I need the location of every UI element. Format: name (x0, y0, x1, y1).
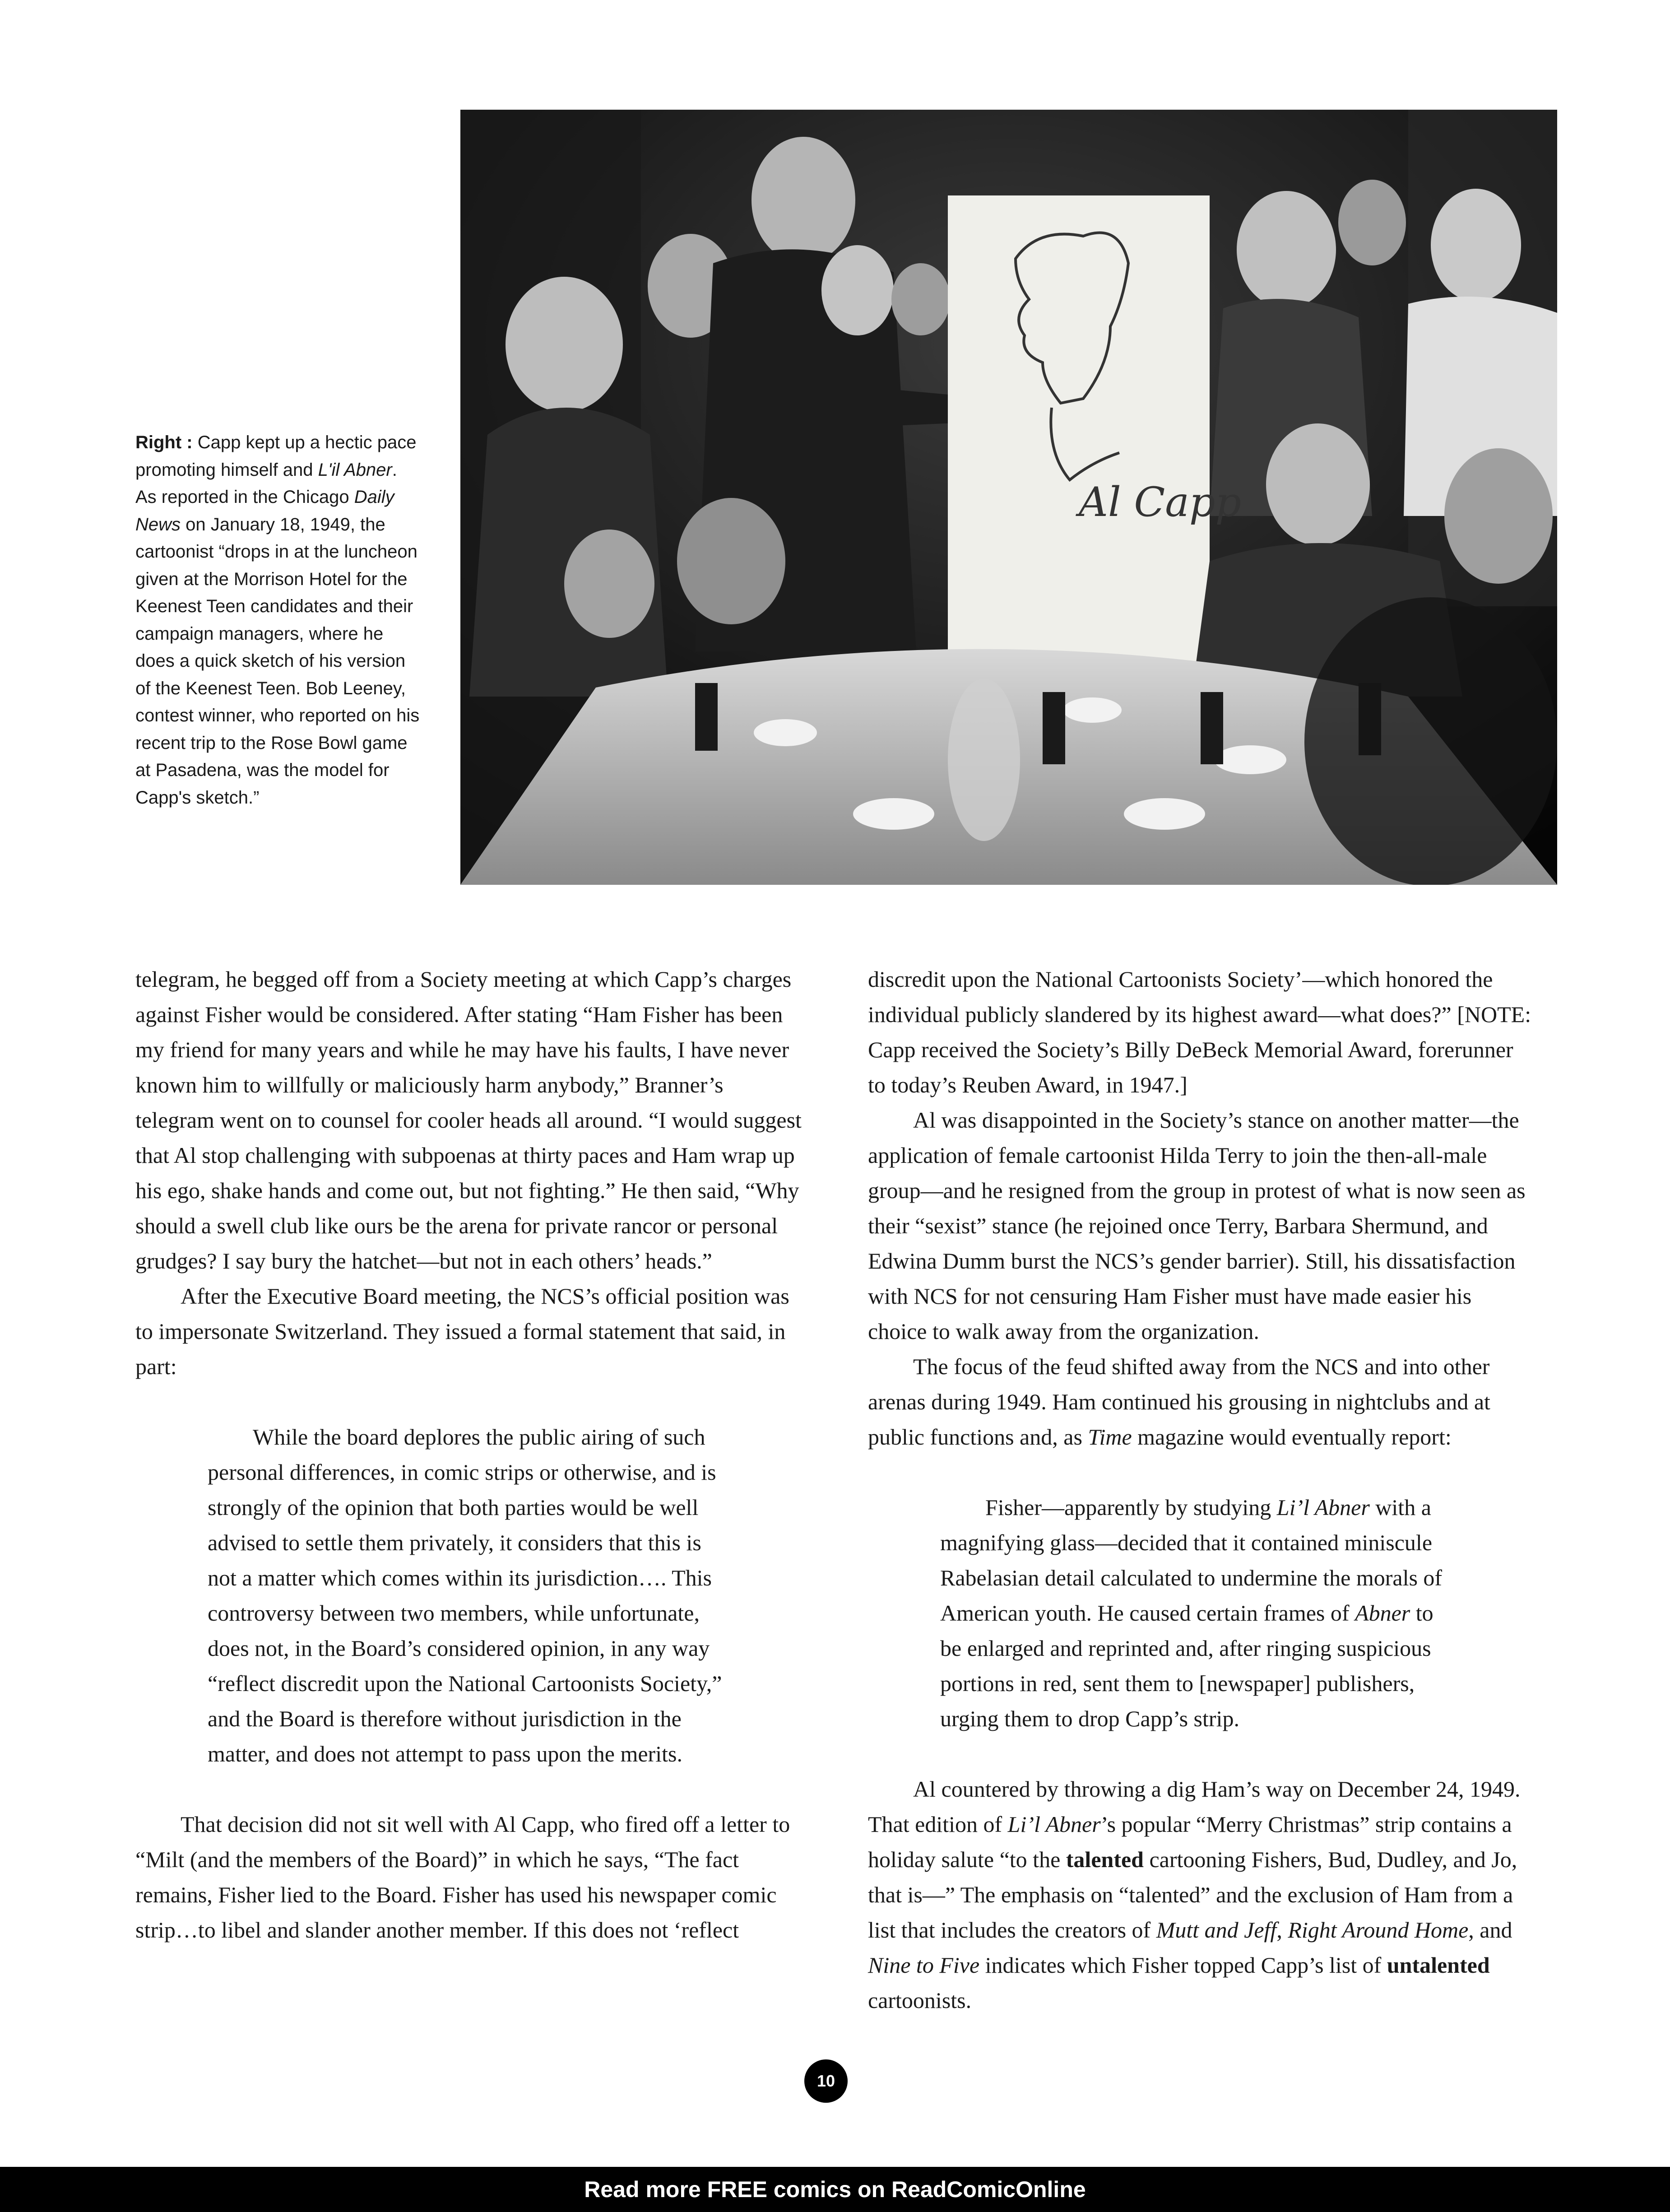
text: indicates which Fisher topped Capp’s list of (979, 1952, 1387, 1978)
italic-title: Abner (1355, 1600, 1410, 1626)
text: , (1276, 1917, 1288, 1942)
paragraph (868, 1349, 1536, 1455)
italic-title: Li’l Abner (1007, 1812, 1101, 1837)
page-number: 10 (804, 2059, 848, 2103)
italic-title: Li’l Abner (1276, 1495, 1370, 1520)
text: magazine would eventually report: (1132, 1424, 1452, 1450)
text: Fisher—apparently by studying (985, 1495, 1277, 1520)
photo-illustration (460, 110, 1557, 885)
caption-text: on January 18, 1949, the cartoonist “drops in at the luncheon given at the Morrison Hotel for the Keenest Teen candidates and their campaign managers, where he does a quick sketch of his version of the Keenest Teen. Bob Leeney, contest winner, who reported on his recent trip to the Rose Bowl game at Pasadena, was the model for Capp's sketch.” (135, 514, 420, 808)
bold-emphasis: untalented (1387, 1952, 1490, 1978)
spacer (135, 1771, 803, 1807)
right-column (868, 962, 1536, 2018)
photo-caption (135, 429, 420, 811)
text: with a magnifying glass—decided that it contained miniscule Rabelasian detail calculated to undermine the morals of American youth. He caused certain frames of (940, 1495, 1443, 1626)
paragraph (868, 1771, 1536, 2018)
luncheon-photo (460, 110, 1557, 885)
block-quote-text (940, 1490, 1455, 1736)
italic-title: Nine to Five (868, 1952, 980, 1978)
paragraph: discredit upon the National Cartoonists Society’—which honored the individual publicly slandered by its highest award—what does?” [NOTE: Capp received the Society’s Billy DeBeck Memorial Award, forerunner to today’s Reuben Award, in 1947.] (868, 967, 1531, 1097)
paragraph: telegram, he begged off from a Society meeting at which Capp’s charges against Fisher would be considered. After stating “Ham Fisher has been my friend for many years and while he may have his faults, I have never known him to willfully or maliciously harm anybody,” Branner’s telegram went on to counsel for cooler heads all around. “I would suggest that Al stop challenging with subpoenas at thirty paces and Ham wrap up his ego, shake hands and come out, but not fighting.” He then said, “Why should a swell club like ours be the arena for private rancor or personal grudges? I say bury the hatchet—but not in each others’ heads.” (135, 967, 802, 1273)
text: , and (1468, 1917, 1512, 1942)
italic-title: Mutt and Jeff (1156, 1917, 1277, 1942)
block-quote (135, 1419, 722, 1771)
caption-italic-title: L'il Abner (318, 460, 392, 480)
caption-text: . As reported in the Chicago (135, 460, 397, 507)
paragraph: That decision did not sit well with Al Capp, who fired off a letter to “Milt (and the members of the Board)” in which he says, “The fact remains, Fisher lied to the Board. Fisher has used his newspaper comic strip…to libel and slander another member. If this does not ‘reflect (135, 1812, 790, 1942)
text: to be enlarged and reprinted and, after ringing suspicious portions in red, sent them to [newspaper] publishers, urging them to drop Capp’s strip. (940, 1600, 1433, 1731)
italic-title: Time (1088, 1424, 1132, 1450)
spacer (135, 1384, 803, 1419)
spacer (868, 1736, 1536, 1771)
block-quote (868, 1490, 1455, 1736)
caption-lead: Right : (135, 432, 193, 452)
text: cartoonists. (868, 1988, 972, 2013)
left-column (135, 962, 803, 1947)
text: The focus of the feud shifted away from the NCS and into other arenas during 1949. Ham continued his grousing in nightclubs and at public functions and, as (868, 1354, 1490, 1450)
bold-emphasis: talented (1066, 1847, 1144, 1872)
spacer (868, 1455, 1536, 1490)
italic-title: Right Around Home (1288, 1917, 1469, 1942)
paragraph: Al was disappointed in the Society’s stance on another matter—the application of female cartoonist Hilda Terry to join the then-all-male group—and he resigned from the group in protest of what is now seen as their “sexist” stance (he rejoined once Terry, Barbara Shermund, and Edwina Dumm burst the NCS’s gender barrier). Still, his dissatisfaction with NCS for not censuring Ham Fisher must have made easier his choice to walk away from the organization. (868, 1107, 1526, 1344)
block-quote-text: While the board deplores the public airing of such personal differences, in comic strips or otherwise, and is strongly of the opinion that both parties would be well advised to settle them privately, it considers that this is not a matter which comes within its jurisdiction…. This controversy between two members, while unfortunate, does not, in the Board’s considered opinion, in any way “reflect discredit upon the National Cartoonists Society,” and the Board is therefore without jurisdiction in the matter, and does not attempt to pass upon the merits. (208, 1424, 722, 1766)
paragraph: After the Executive Board meeting, the NCS’s official position was to impersonate Switzerland. They issued a formal statement that said, in part: (135, 1283, 789, 1379)
text: Al countered by throwing a dig Ham’s way on December 24, 1949. That edition of (868, 1776, 1521, 1837)
sketch-signature: Al Capp (1079, 479, 1242, 526)
text: cartooning Fishers, Bud, Dudley, and Jo, that is—” The emphasis on “talented” and the exclusion of Ham from a list that includes the creators of (868, 1847, 1517, 1942)
text: ’s popular “Merry Christmas” strip contains a holiday salute “to the (868, 1812, 1512, 1872)
caption-text: Capp kept up a hectic pace promoting himself and (135, 432, 417, 480)
footer-banner[interactable]: Read more FREE comics on ReadComicOnline (0, 2167, 1670, 2212)
caption-italic-newspaper: Daily News (135, 487, 394, 534)
